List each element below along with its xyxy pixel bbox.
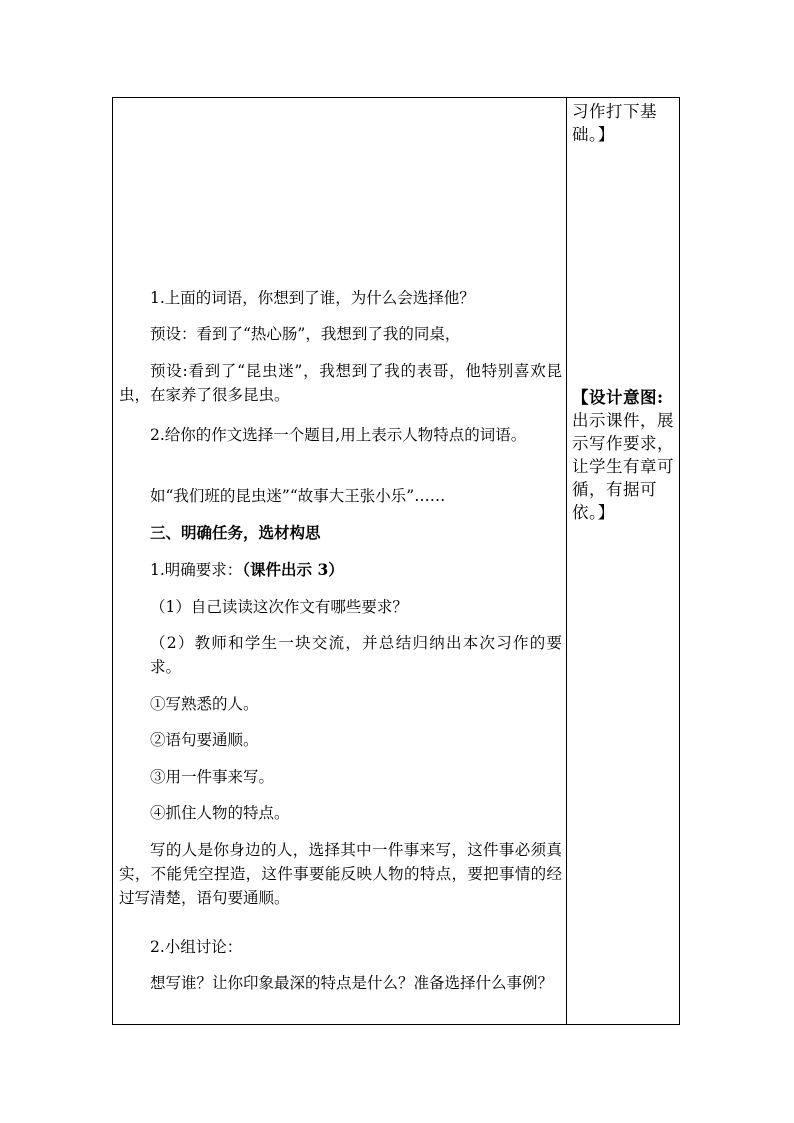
preset-1: 预设：看到了“热心肠”，我想到了我的同桌， (150, 325, 461, 343)
preset-2: 预设:看到了“昆虫迷”，我想到了我的表哥，他特别喜欢昆虫，在家养了很多昆虫。 (119, 362, 562, 404)
main-column (113, 98, 566, 1024)
list-item-4: ④抓住人物的特点。 (150, 804, 290, 822)
requirement-2: （2）教师和学生一块交流，并总结归纳出本次习作的要求。 (150, 634, 562, 676)
requirements-heading (119, 558, 562, 582)
discussion-question: 想写谁？让你印象最深的特点是什么？准备选择什么事例？ (150, 974, 554, 992)
question-2: 2.给你的作文选择一个题目,用上表示人物特点的词语。 (150, 426, 527, 444)
list-item-2: ②语句要通顺。 (150, 731, 259, 749)
side-column (567, 98, 680, 1024)
lesson-table (112, 97, 680, 1025)
summary-paragraph: 写的人是你身边的人，选择其中一件事来写，这件事必须真实，不能凭空捏造，这件事要能反映人物的特点，要把事情的经过写清楚，语句要通顺。 (119, 841, 562, 907)
question-1: 1.上面的词语，你想到了谁，为什么会选择他？ (150, 289, 475, 307)
discussion-heading: 2.小组讨论： (150, 938, 243, 956)
section-3-heading: 三、明确任务，选材构思 (150, 523, 321, 542)
design-intent-text: 出示课件，展示写作要求，让学生有章可循，有据可依。】 (572, 411, 674, 522)
design-intent-label: 【设计意图: (572, 388, 664, 407)
requirements-label: 1.明确要求： (150, 561, 243, 579)
title-example: 如“我们班的昆虫迷”“故事大王张小乐”…… (150, 487, 446, 505)
requirement-1: （1）自己读读这次作文有哪些要求？ (150, 598, 408, 616)
list-item-1: ①写熟悉的人。 (150, 695, 259, 713)
design-intent (572, 386, 676, 524)
side-note-top: 习作打下基础。】 (572, 102, 657, 144)
courseware-note: （课件出示 3） (242, 560, 344, 579)
list-item-3: ③用一件事来写。 (150, 768, 275, 786)
